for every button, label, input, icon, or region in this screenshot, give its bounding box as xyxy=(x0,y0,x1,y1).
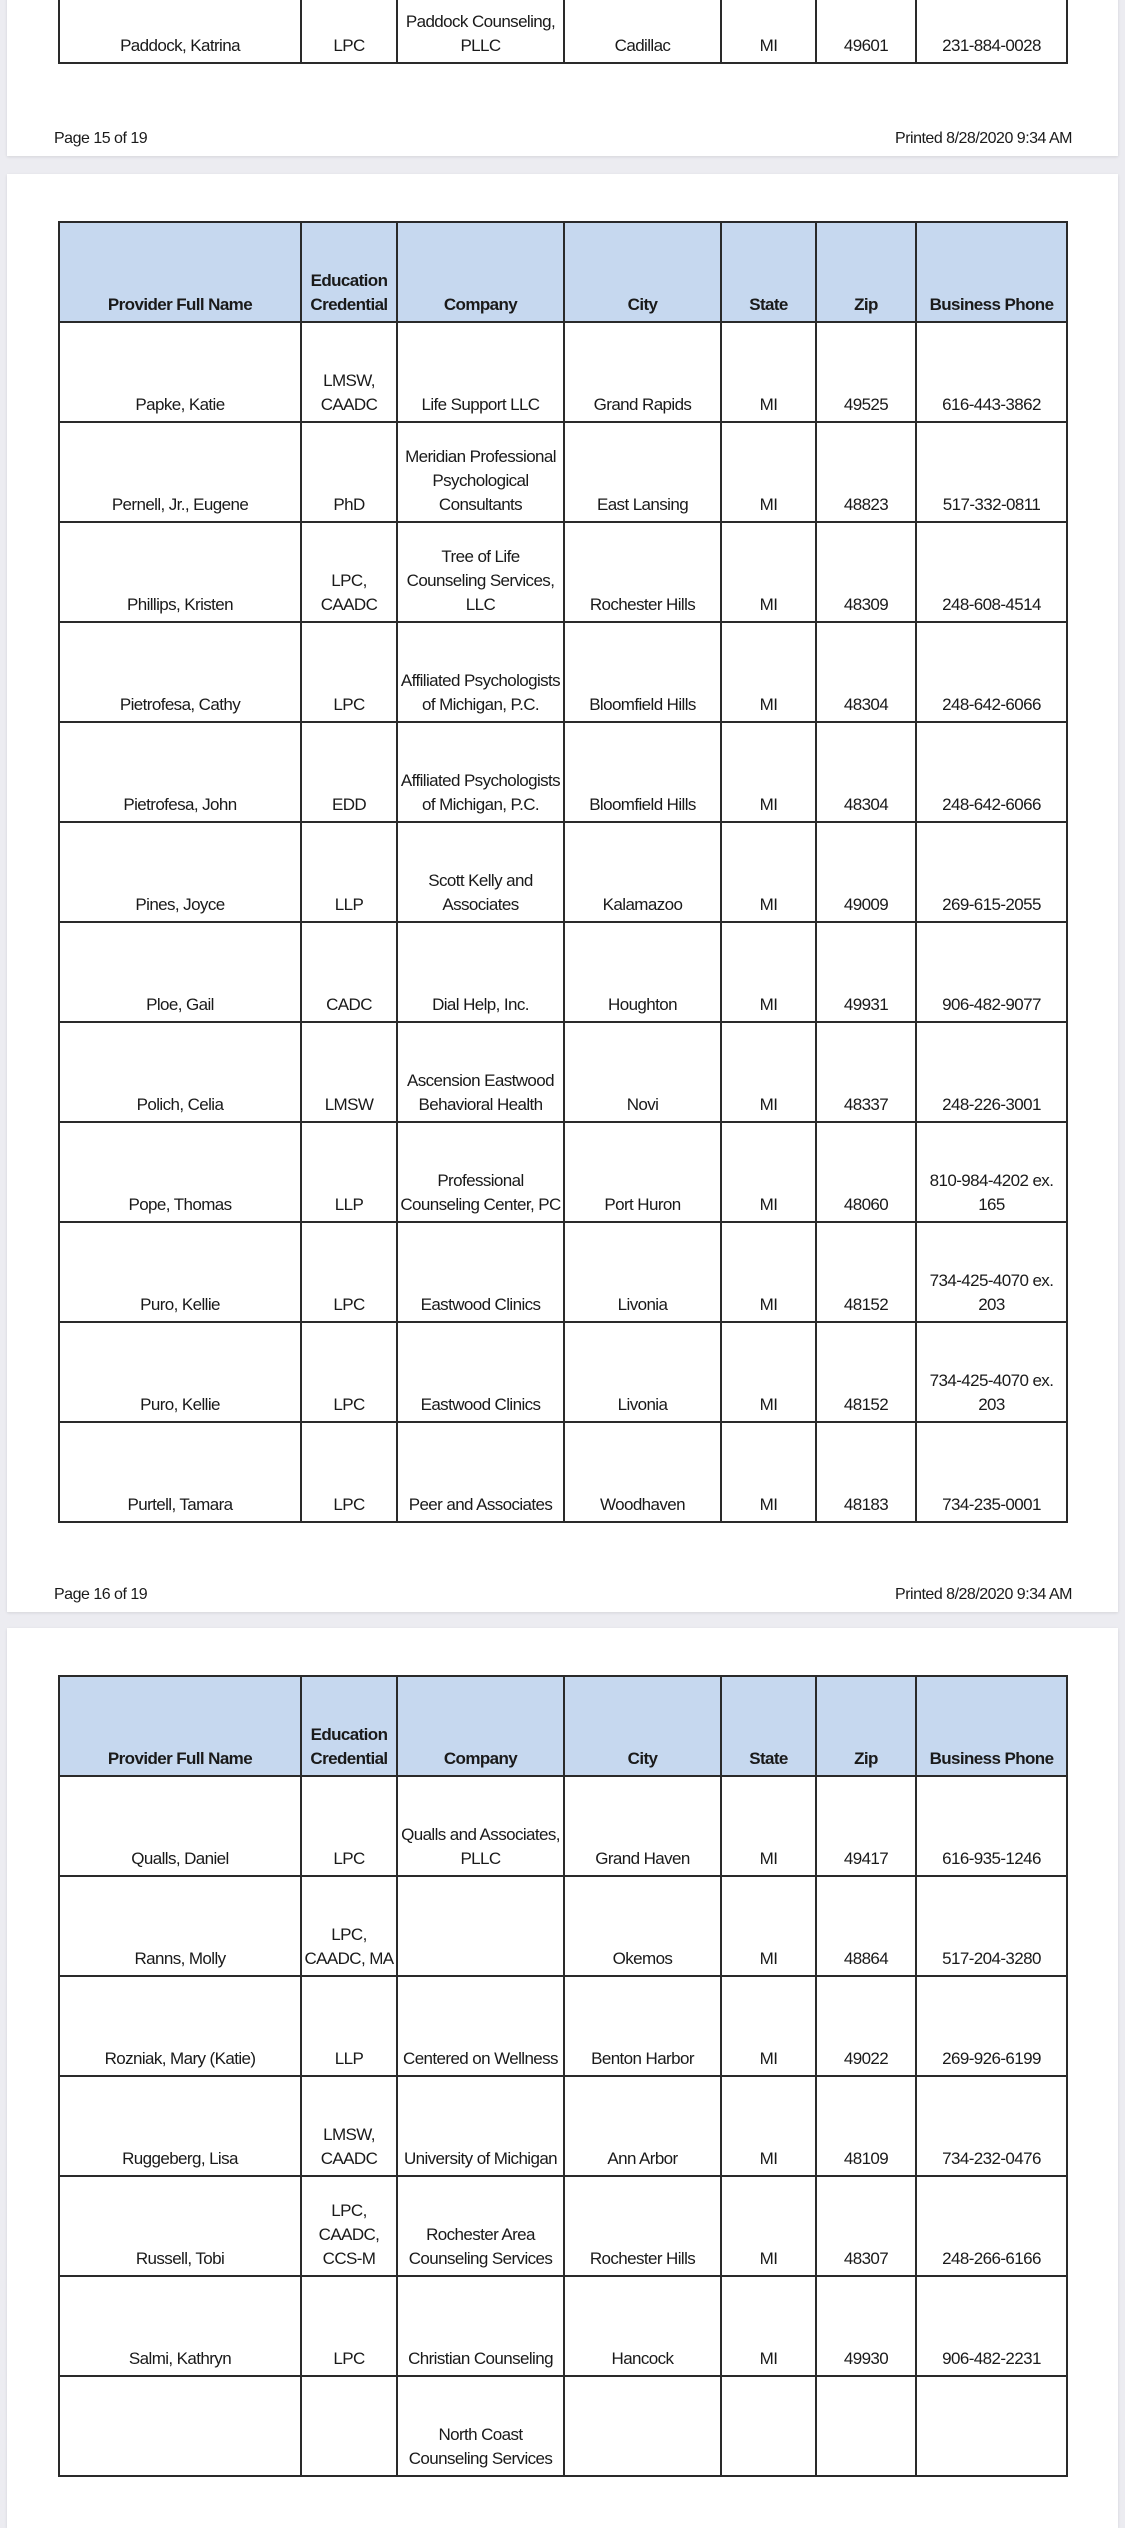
cell-provider-name: Pietrofesa, Cathy xyxy=(59,622,301,722)
cell-city: Rochester Hills xyxy=(564,522,721,622)
cell-zip: 48337 xyxy=(816,1022,916,1122)
cell-company: Eastwood Clinics xyxy=(397,1222,564,1322)
page-17 xyxy=(7,1628,1118,2528)
table-row xyxy=(59,522,1067,622)
cell-credential: LPC, CAADC, MA xyxy=(301,1876,397,1976)
cell-zip: 48183 xyxy=(816,1422,916,1522)
cell-provider-name: Polich, Celia xyxy=(59,1022,301,1122)
cell-company: Life Support LLC xyxy=(397,322,564,422)
cell-company: Tree of Life Counseling Services, LLC xyxy=(397,522,564,622)
cell-city: Rochester Hills xyxy=(564,2176,721,2276)
cell-city: Bloomfield Hills xyxy=(564,722,721,822)
cell-state: MI xyxy=(721,922,816,1022)
cell-state: MI xyxy=(721,822,816,922)
table-row xyxy=(59,822,1067,922)
table-row xyxy=(59,1422,1067,1522)
cell-credential: LPC xyxy=(301,2276,397,2376)
cell-provider-name: Papke, Katie xyxy=(59,322,301,422)
cell-credential: LPC, CAADC, CCS-M xyxy=(301,2176,397,2276)
cell-phone: 269-926-6199 xyxy=(916,1976,1067,2076)
cell-credential: LMSW, CAADC xyxy=(301,322,397,422)
cell-credential: LLP xyxy=(301,822,397,922)
cell-credential: EDD xyxy=(301,722,397,822)
cell-provider-name: Puro, Kellie xyxy=(59,1322,301,1422)
cell-zip: 48304 xyxy=(816,722,916,822)
cell-phone: 248-608-4514 xyxy=(916,522,1067,622)
table-row xyxy=(59,1022,1067,1122)
table-row xyxy=(59,2376,1067,2476)
cell-state: MI xyxy=(721,322,816,422)
table-row xyxy=(59,722,1067,822)
cell-state: MI xyxy=(721,722,816,822)
table-row xyxy=(59,0,1067,63)
col-header-city: City xyxy=(564,1676,721,1776)
cell-state: MI xyxy=(721,1976,816,2076)
cell-company: University of Michigan xyxy=(397,2076,564,2176)
cell-credential: LPC xyxy=(301,0,397,63)
cell-zip: 49931 xyxy=(816,922,916,1022)
cell-zip: 48304 xyxy=(816,622,916,722)
cell-company: Ascension Eastwood Behavioral Health xyxy=(397,1022,564,1122)
cell-zip xyxy=(816,2376,916,2476)
cell-city: Houghton xyxy=(564,922,721,1022)
cell-company xyxy=(397,1876,564,1976)
cell-company: Meridian Professional Psychological Consultants xyxy=(397,422,564,522)
cell-company: Rochester Area Counseling Services xyxy=(397,2176,564,2276)
cell-phone: 248-226-3001 xyxy=(916,1022,1067,1122)
cell-credential: LLP xyxy=(301,1976,397,2076)
cell-state xyxy=(721,2376,816,2476)
table-row xyxy=(59,1322,1067,1422)
cell-phone: 517-332-0811 xyxy=(916,422,1067,522)
cell-company: North Coast Counseling Services xyxy=(397,2376,564,2476)
col-header-state: State xyxy=(721,222,816,322)
cell-company: Scott Kelly and Associates xyxy=(397,822,564,922)
cell-provider-name: Pietrofesa, John xyxy=(59,722,301,822)
cell-credential: LPC xyxy=(301,622,397,722)
cell-provider-name: Ruggeberg, Lisa xyxy=(59,2076,301,2176)
provider-table xyxy=(58,0,1068,64)
table-row xyxy=(59,1222,1067,1322)
cell-city: Livonia xyxy=(564,1222,721,1322)
cell-phone xyxy=(916,2376,1067,2476)
cell-phone: 248-266-6166 xyxy=(916,2176,1067,2276)
cell-zip: 49417 xyxy=(816,1776,916,1876)
cell-city: Grand Rapids xyxy=(564,322,721,422)
cell-phone: 616-443-3862 xyxy=(916,322,1067,422)
cell-phone: 248-642-6066 xyxy=(916,722,1067,822)
cell-phone: 734-425-4070 ex. 203 xyxy=(916,1222,1067,1322)
cell-zip: 49022 xyxy=(816,1976,916,2076)
table-row xyxy=(59,1776,1067,1876)
cell-provider-name: Salmi, Kathryn xyxy=(59,2276,301,2376)
cell-credential: LMSW, CAADC xyxy=(301,2076,397,2176)
cell-zip: 48152 xyxy=(816,1322,916,1422)
cell-credential: LPC xyxy=(301,1322,397,1422)
col-header-zip: Zip xyxy=(816,222,916,322)
cell-zip: 48307 xyxy=(816,2176,916,2276)
cell-company: Peer and Associates xyxy=(397,1422,564,1522)
cell-city: Bloomfield Hills xyxy=(564,622,721,722)
table-header-row xyxy=(59,222,1067,322)
cell-state: MI xyxy=(721,622,816,722)
cell-zip: 49601 xyxy=(816,0,916,63)
cell-company: Qualls and Associates, PLLC xyxy=(397,1776,564,1876)
cell-company: Professional Counseling Center, PC xyxy=(397,1122,564,1222)
cell-city: Novi xyxy=(564,1022,721,1122)
cell-credential: LPC xyxy=(301,1776,397,1876)
table-row xyxy=(59,922,1067,1022)
cell-state: MI xyxy=(721,1876,816,1976)
cell-provider-name: Pernell, Jr., Eugene xyxy=(59,422,301,522)
col-header-credential: Education Credential xyxy=(301,1676,397,1776)
cell-provider-name: Ploe, Gail xyxy=(59,922,301,1022)
col-header-phone: Business Phone xyxy=(916,222,1067,322)
cell-zip: 48109 xyxy=(816,2076,916,2176)
cell-phone: 810-984-4202 ex. 165 xyxy=(916,1122,1067,1222)
cell-state: MI xyxy=(721,1422,816,1522)
cell-state: MI xyxy=(721,2176,816,2276)
cell-phone: 734-232-0476 xyxy=(916,2076,1067,2176)
col-header-state: State xyxy=(721,1676,816,1776)
cell-credential xyxy=(301,2376,397,2476)
cell-city: Grand Haven xyxy=(564,1776,721,1876)
col-header-phone: Business Phone xyxy=(916,1676,1067,1776)
cell-state: MI xyxy=(721,1322,816,1422)
cell-phone: 734-235-0001 xyxy=(916,1422,1067,1522)
col-header-city: City xyxy=(564,222,721,322)
cell-city: East Lansing xyxy=(564,422,721,522)
cell-credential: LPC xyxy=(301,1222,397,1322)
cell-company: Dial Help, Inc. xyxy=(397,922,564,1022)
cell-phone: 906-482-2231 xyxy=(916,2276,1067,2376)
cell-provider-name: Russell, Tobi xyxy=(59,2176,301,2276)
cell-provider-name: Purtell, Tamara xyxy=(59,1422,301,1522)
cell-zip: 48823 xyxy=(816,422,916,522)
print-timestamp: Printed 8/28/2020 9:34 AM xyxy=(895,1586,1072,1603)
table-header-row xyxy=(59,1676,1067,1776)
cell-zip: 49009 xyxy=(816,822,916,922)
cell-provider-name: Phillips, Kristen xyxy=(59,522,301,622)
cell-phone: 269-615-2055 xyxy=(916,822,1067,922)
cell-state: MI xyxy=(721,1776,816,1876)
cell-city: Benton Harbor xyxy=(564,1976,721,2076)
cell-provider-name: Paddock, Katrina xyxy=(59,0,301,63)
cell-credential: LLP xyxy=(301,1122,397,1222)
table-row xyxy=(59,1976,1067,2076)
cell-zip: 48060 xyxy=(816,1122,916,1222)
cell-provider-name: Puro, Kellie xyxy=(59,1222,301,1322)
cell-phone: 517-204-3280 xyxy=(916,1876,1067,1976)
cell-phone: 231-884-0028 xyxy=(916,0,1067,63)
cell-provider-name xyxy=(59,2376,301,2476)
cell-city: Okemos xyxy=(564,1876,721,1976)
cell-phone: 906-482-9077 xyxy=(916,922,1067,1022)
table-row xyxy=(59,622,1067,722)
cell-state: MI xyxy=(721,2076,816,2176)
cell-company: Christian Counseling xyxy=(397,2276,564,2376)
cell-state: MI xyxy=(721,0,816,63)
cell-phone: 616-935-1246 xyxy=(916,1776,1067,1876)
cell-credential: LPC xyxy=(301,1422,397,1522)
page-15 xyxy=(7,0,1118,156)
cell-company: Eastwood Clinics xyxy=(397,1322,564,1422)
cell-city: Woodhaven xyxy=(564,1422,721,1522)
col-header-credential: Education Credential xyxy=(301,222,397,322)
cell-provider-name: Pines, Joyce xyxy=(59,822,301,922)
cell-city: Cadillac xyxy=(564,0,721,63)
cell-state: MI xyxy=(721,1122,816,1222)
cell-zip: 49930 xyxy=(816,2276,916,2376)
cell-city xyxy=(564,2376,721,2476)
cell-city: Kalamazoo xyxy=(564,822,721,922)
cell-city: Ann Arbor xyxy=(564,2076,721,2176)
cell-company: Affiliated Psychologists of Michigan, P.C. xyxy=(397,722,564,822)
col-header-zip: Zip xyxy=(816,1676,916,1776)
cell-state: MI xyxy=(721,1222,816,1322)
col-header-provider-name: Provider Full Name xyxy=(59,222,301,322)
print-timestamp: Printed 8/28/2020 9:34 AM xyxy=(895,130,1072,147)
table-row xyxy=(59,2176,1067,2276)
cell-credential: LPC, CAADC xyxy=(301,522,397,622)
page-number: Page 16 of 19 xyxy=(54,1586,148,1603)
cell-city: Livonia xyxy=(564,1322,721,1422)
cell-credential: PhD xyxy=(301,422,397,522)
cell-city: Hancock xyxy=(564,2276,721,2376)
cell-provider-name: Rozniak, Mary (Katie) xyxy=(59,1976,301,2076)
cell-zip: 48309 xyxy=(816,522,916,622)
cell-state: MI xyxy=(721,2276,816,2376)
cell-phone: 734-425-4070 ex. 203 xyxy=(916,1322,1067,1422)
table-row xyxy=(59,422,1067,522)
table-row xyxy=(59,1876,1067,1976)
cell-provider-name: Pope, Thomas xyxy=(59,1122,301,1222)
cell-company: Paddock Counseling, PLLC xyxy=(397,0,564,63)
cell-company: Affiliated Psychologists of Michigan, P.C. xyxy=(397,622,564,722)
cell-phone: 248-642-6066 xyxy=(916,622,1067,722)
cell-state: MI xyxy=(721,522,816,622)
table-row xyxy=(59,1122,1067,1222)
page-number: Page 15 of 19 xyxy=(54,130,148,147)
cell-zip: 48864 xyxy=(816,1876,916,1976)
col-header-company: Company xyxy=(397,1676,564,1776)
table-row xyxy=(59,2276,1067,2376)
table-row xyxy=(59,322,1067,422)
cell-zip: 49525 xyxy=(816,322,916,422)
col-header-company: Company xyxy=(397,222,564,322)
cell-state: MI xyxy=(721,422,816,522)
cell-state: MI xyxy=(721,1022,816,1122)
col-header-provider-name: Provider Full Name xyxy=(59,1676,301,1776)
table-row xyxy=(59,2076,1067,2176)
cell-provider-name: Ranns, Molly xyxy=(59,1876,301,1976)
cell-credential: CADC xyxy=(301,922,397,1022)
cell-company: Centered on Wellness xyxy=(397,1976,564,2076)
provider-table xyxy=(58,1675,1068,2477)
provider-table xyxy=(58,221,1068,1523)
cell-zip: 48152 xyxy=(816,1222,916,1322)
cell-city: Port Huron xyxy=(564,1122,721,1222)
page-16 xyxy=(7,174,1118,1612)
cell-provider-name: Qualls, Daniel xyxy=(59,1776,301,1876)
cell-credential: LMSW xyxy=(301,1022,397,1122)
